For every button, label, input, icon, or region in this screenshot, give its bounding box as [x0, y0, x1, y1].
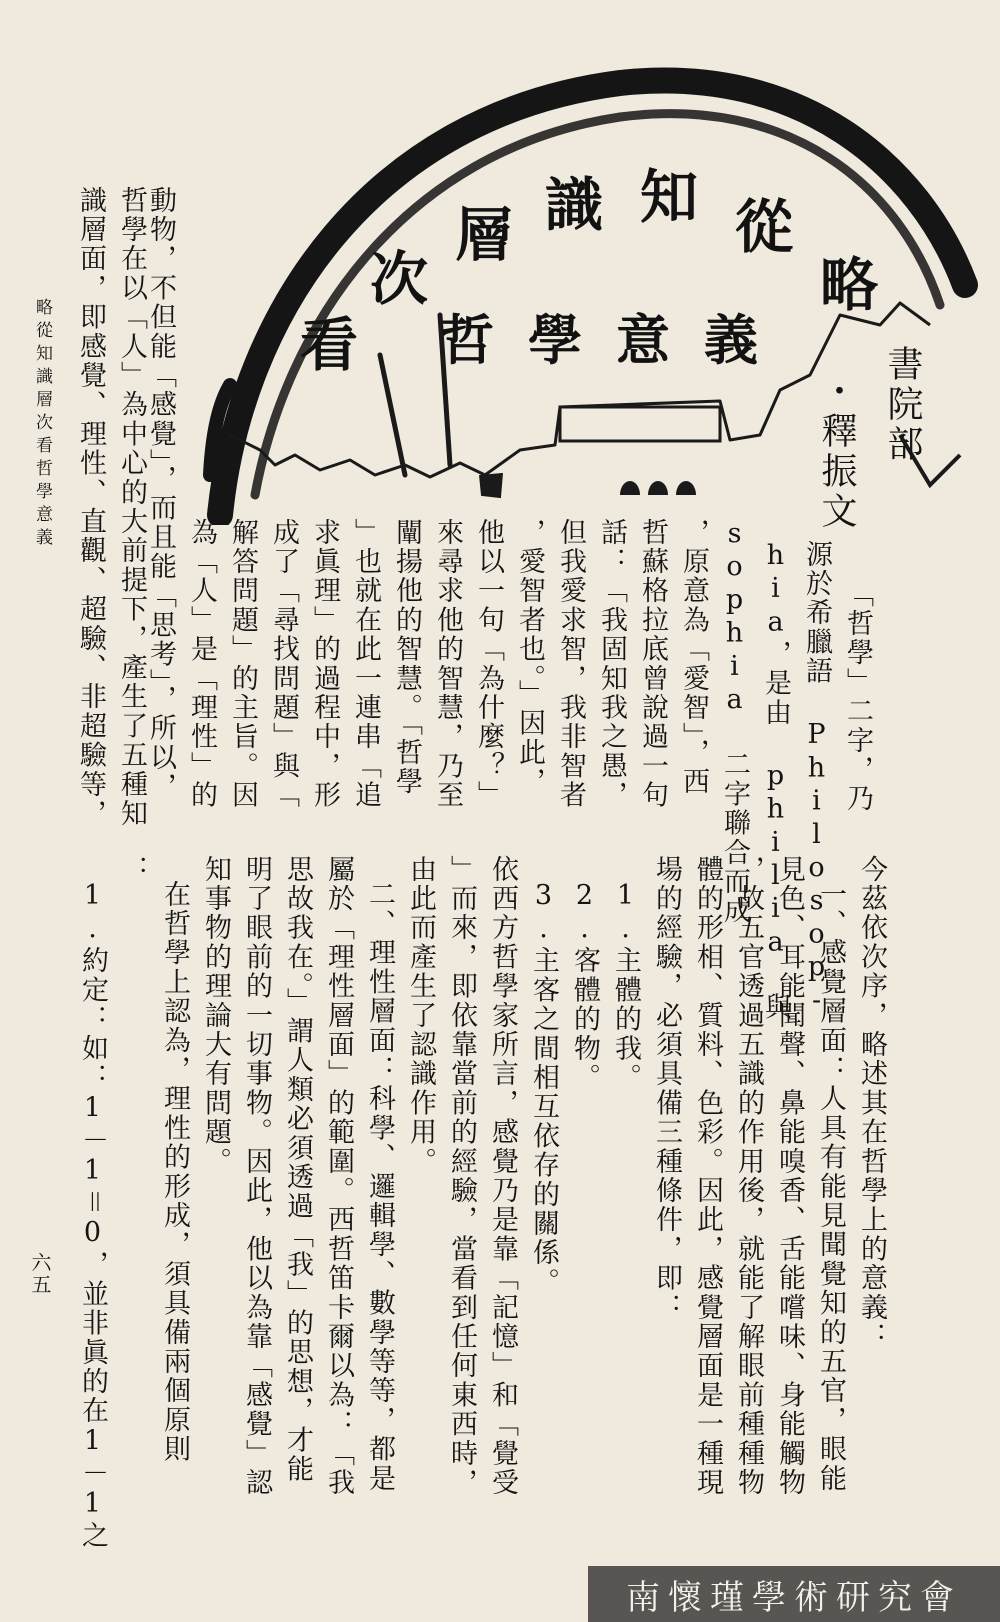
body-column: 成了「尋找問題」與「	[268, 518, 299, 810]
title-char: 從	[735, 193, 794, 261]
title-char: 看	[300, 311, 359, 379]
body-column: 「哲學」二字，乃	[842, 580, 873, 814]
body-column: 求眞理」的過程中，形	[309, 518, 340, 810]
body-column: ，愛智者也。」因此，	[514, 518, 545, 797]
body-column: 在哲學上認為，理性的形成，須具備兩個原則	[159, 880, 190, 1464]
body-column: 見色、耳能聞聲、鼻能嗅香、舌能嚐味、身能觸物	[774, 855, 805, 1498]
body-column: 場的經驗，必須具備三種條件，即：	[651, 855, 682, 1323]
body-column: 話：「我固知我之愚，	[596, 518, 627, 810]
body-column: 體的形相、質料、色彩。因此，感覺層面是一種現	[692, 855, 723, 1498]
title-char: 略	[820, 251, 879, 319]
body-column: 動物，不但能「感覺」，而且能「思考」，所以，	[145, 186, 176, 802]
body-column: 」也就在此一連串「追	[350, 518, 381, 810]
author-name: ・釋振文	[816, 372, 857, 532]
body-column: hia，是由 philia 與	[760, 540, 791, 1022]
body-column: 一、感覺層面：人具有能見聞覺知的五官，眼能	[815, 880, 846, 1494]
body-column: 思故我在。」謂人類必須透過「我」的思想，才能	[282, 855, 313, 1484]
body-column: 3.主客之間相互依存的關係。	[528, 880, 559, 1297]
body-column: 識層面，即感覺、理性、直觀、超驗、非超驗等，	[75, 186, 106, 829]
page-number: 六五	[28, 1252, 52, 1296]
body-column: 二、理性層面：科學、邏輯學、數學等等，都是	[364, 880, 395, 1494]
body-column: 來尋求他的智慧，乃至	[432, 518, 463, 810]
body-column: 2.客體的物。	[569, 880, 600, 1093]
title-char: 次	[370, 245, 429, 313]
body-column: 屬於「理性層面」的範圍。西哲笛卡爾以為：「我	[323, 855, 354, 1498]
body-column: 但我愛求智，我非智者	[555, 518, 586, 810]
running-head: 略從知識層次看哲學意義	[32, 298, 52, 551]
body-column: 由此而產生了認識作用。	[405, 855, 436, 1177]
body-column: 為「人」是「理性」的	[186, 518, 217, 810]
body-column: ：	[118, 855, 149, 885]
body-column: 知事物的理論大有問題。	[200, 855, 231, 1177]
author-dept: 書院部	[882, 345, 923, 465]
body-column: ，故五官透過五識的作用後，就能了解眼前種種物	[733, 855, 764, 1498]
body-column: 闡揚他的智慧。「哲學	[391, 518, 422, 797]
title-lower: 哲學意義	[440, 308, 792, 372]
body-column: 」而來，即依靠當前的經驗，當看到任何東西時，	[446, 855, 477, 1498]
body-column: 1.約定：如：1－1＝0，並非眞的在1－1之	[77, 880, 108, 1551]
body-column: 哲蘇格拉底曾說過一句	[637, 518, 668, 810]
publisher-footer-bar	[588, 1566, 1000, 1622]
body-column: sophia 二字聯合而成	[719, 518, 750, 926]
body-column: 哲學在以「人」為中心的大前提下，產生了五種知	[116, 186, 147, 829]
body-column: 他以一句「為什麼？」	[473, 518, 504, 810]
body-column: 明了眼前的一切事物。因此，他以為靠「感覺」認	[241, 855, 272, 1498]
title-char: 識	[545, 171, 604, 239]
title-char: 知	[640, 163, 699, 231]
body-column: 解答問題」的主旨。因	[227, 518, 258, 810]
body-column: 1.主體的我。	[610, 880, 641, 1093]
body-column: ，原意為「愛智」，西	[678, 518, 709, 797]
body-column: 今茲依次序，略述其在哲學上的意義：	[856, 855, 887, 1352]
title-char: 層	[455, 201, 514, 269]
body-column: 源於希臘語 Philosop-	[801, 540, 832, 1018]
body-column: 依西方哲學家所言，感覺乃是靠「記憶」和「覺受	[487, 855, 518, 1498]
publisher-name: 南懷瑾學術研究會	[626, 1577, 962, 1618]
